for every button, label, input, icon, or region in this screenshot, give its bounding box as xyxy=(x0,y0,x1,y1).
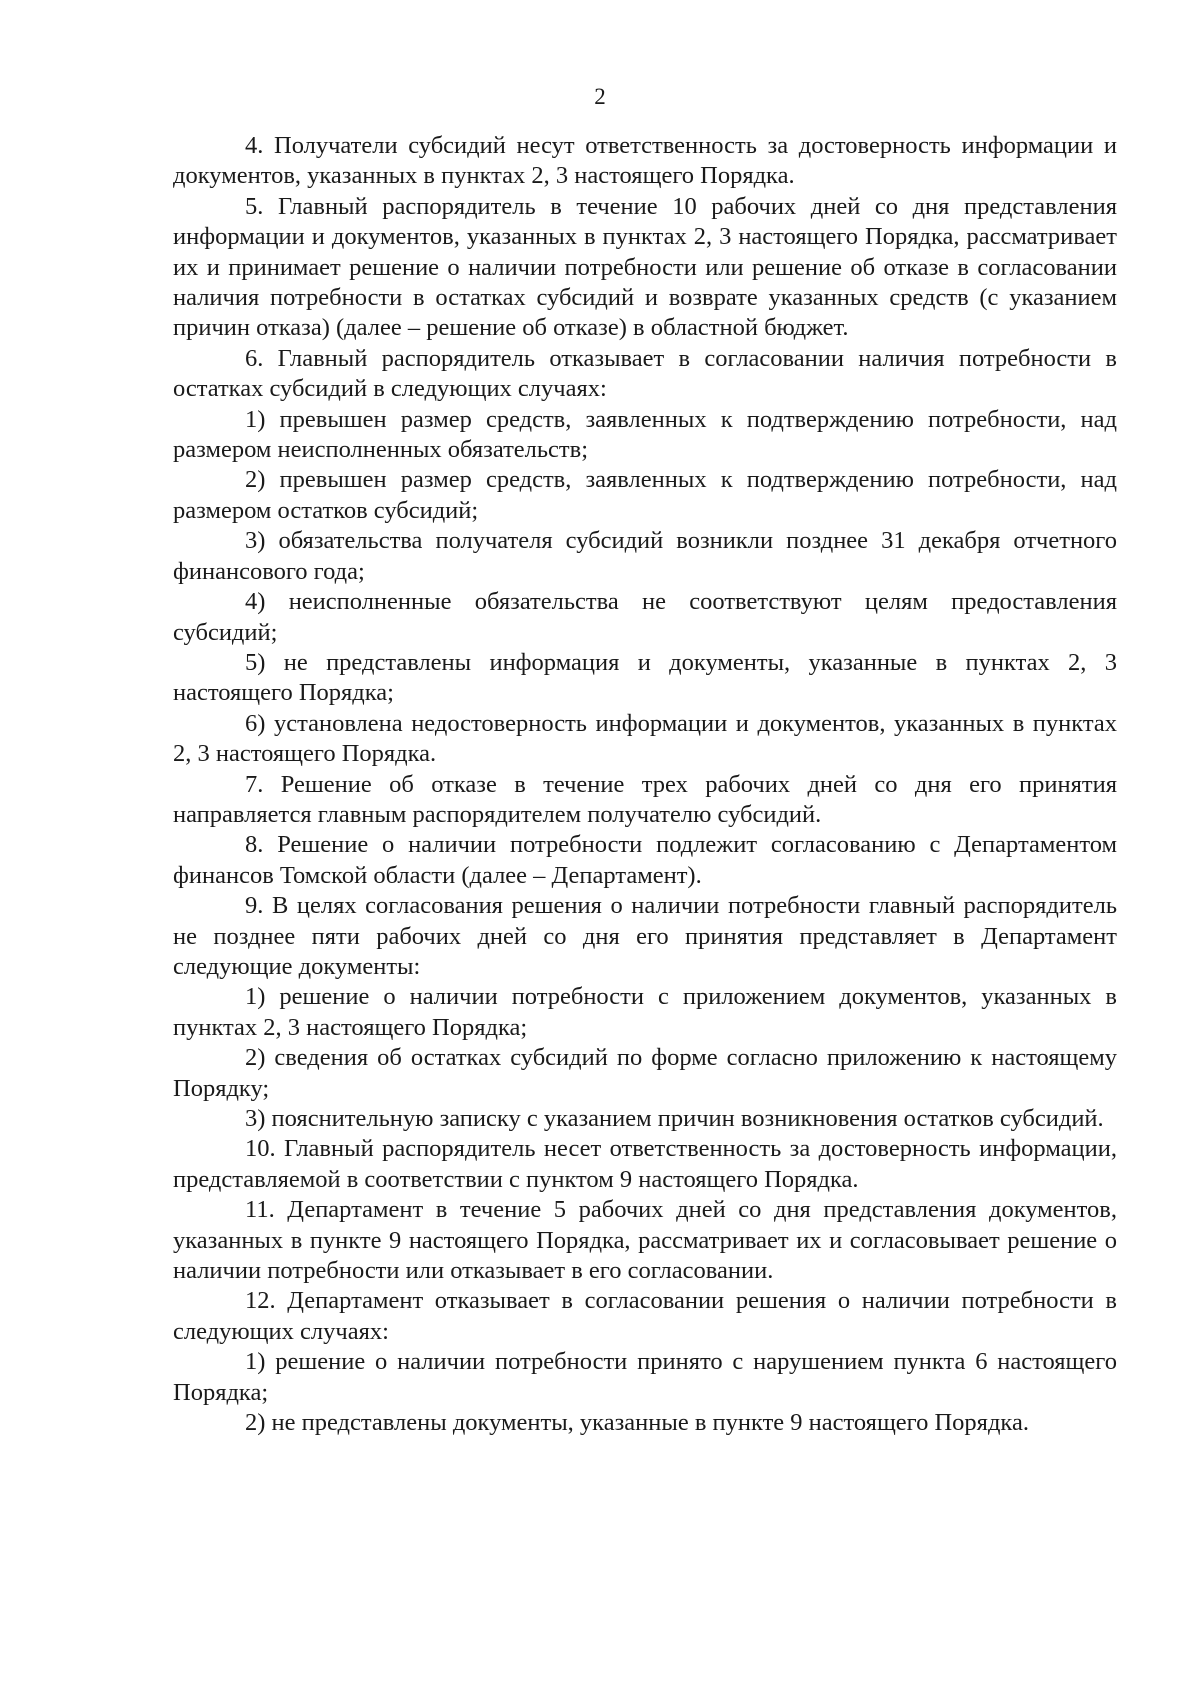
paragraph-6-item-3: 3) обязательства получателя субсидий возникли позднее 31 декабря отчетного финансового года; xyxy=(173,527,1117,585)
paragraph-11: 11. Департамент в течение 5 рабочих дней со дня представления документов, указанных в пункте 9 настоящего Порядка, рассматривает их и согласовывает решение о наличии потребности или отказывает в его согласовании. xyxy=(173,1196,1117,1285)
paragraph-12-item-2: 2) не представлены документы, указанные в пункте 9 настоящего Порядка. xyxy=(245,1409,1029,1437)
paragraph-9-item-1: 1) решение о наличии потребности с приложением документов, указанных в пунктах 2, 3 настоящего Порядка; xyxy=(173,983,1117,1041)
paragraph-6-item-4: 4) неисполненные обязательства не соответствуют целям предоставления субсидий; xyxy=(173,588,1117,646)
paragraph-9-item-2: 2) сведения об остатках субсидий по форме согласно приложению к настоящему Порядку; xyxy=(173,1044,1117,1102)
paragraph-6-item-2: 2) превышен размер средств, заявленных к подтверждению потребности, над размером остатков субсидий; xyxy=(173,466,1117,524)
paragraph-7: 7. Решение об отказе в течение трех рабочих дней со дня его принятия направляется главным распорядителем получателю субсидий. xyxy=(173,770,1117,828)
paragraph-6: 6. Главный распорядитель отказывает в согласовании наличия потребности в остатках субсидий в следующих случаях: xyxy=(173,344,1117,403)
paragraph-12: 12. Департамент отказывает в согласовании решения о наличии потребности в следующих случаях: xyxy=(173,1287,1117,1345)
page-number: 2 xyxy=(594,84,606,109)
paragraph-4: 4. Получатели субсидий несут ответственность за достоверность информации и документов, указанных в пунктах 2, 3 настоящего Порядка. xyxy=(173,132,1117,190)
paragraph-6-item-1: 1) превышен размер средств, заявленных к подтверждению потребности, над размером неисполненных обязательств; xyxy=(173,405,1117,464)
paragraph-6-item-5: 5) не представлены информация и документы, указанные в пунктах 2, 3 настоящего Порядка; xyxy=(173,648,1117,707)
paragraph-5: 5. Главный распорядитель в течение 10 рабочих дней со дня представления информации и документов, указанных в пунктах 2, 3 настоящего Порядка, рассматривает их и принимает решение о наличии потребности или решение об отказе в согласовании наличия потребности в остатках субсидий и возврате указанных средств (с указанием причин отказа) (далее – решение об отказе) в областной бюджет. xyxy=(173,192,1117,342)
paragraph-12-item-1: 1) решение о наличии потребности принято с нарушением пункта 6 настоящего Порядка; xyxy=(173,1348,1117,1406)
document-body xyxy=(173,131,1117,1438)
paragraph-6-item-6: 6) установлена недостоверность информации и документов, указанных в пунктах 2, 3 настоящего Порядка. xyxy=(173,709,1117,768)
paragraph-9-item-3: 3) пояснительную записку с указанием причин возникновения остатков субсидий. xyxy=(245,1105,1104,1132)
paragraph-10: 10. Главный распорядитель несет ответственность за достоверность информации, представляемой в соответствии с пунктом 9 настоящего Порядка. xyxy=(173,1135,1117,1193)
paragraph-9: 9. В целях согласования решения о наличии потребности главный распорядитель не позднее пяти рабочих дней со дня его принятия представляет в Департамент следующие документы: xyxy=(173,892,1117,980)
paragraph-8: 8. Решение о наличии потребности подлежит согласованию с Департаментом финансов Томской области (далее – Департамент). xyxy=(173,831,1117,889)
